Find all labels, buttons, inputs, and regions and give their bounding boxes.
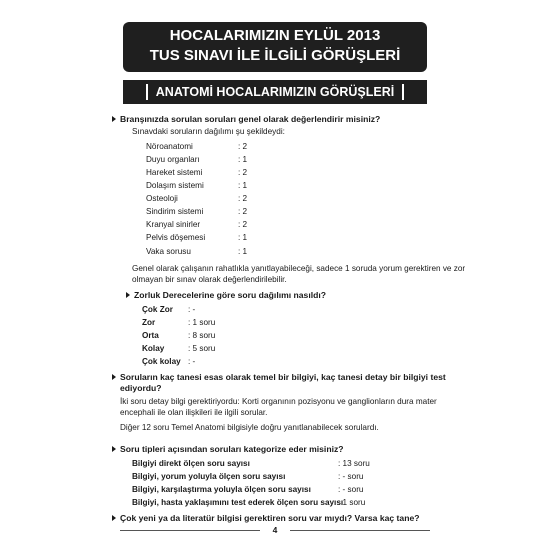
distribution-value: : 2 — [238, 220, 248, 229]
bullet-triangle-icon — [112, 374, 116, 380]
list-item — [142, 357, 196, 367]
footer-divider-right — [290, 530, 430, 531]
question-4 — [112, 444, 344, 455]
list-item — [146, 220, 248, 230]
list-item — [132, 485, 364, 495]
question-5-text: Çok yeni ya da literatür bilgisi gerektiren soru var mıydı? Varsa kaç tane? — [120, 513, 420, 523]
distribution-value: : 2 — [238, 194, 248, 203]
distribution-value: : 1 — [238, 155, 248, 164]
difficulty-label: Kolay — [142, 344, 165, 353]
category-value: : 13 soru — [338, 459, 370, 468]
distribution-label: Hareket sistemi — [146, 168, 203, 177]
list-item — [146, 233, 248, 243]
bullet-triangle-icon — [112, 116, 116, 122]
distribution-label: Dolaşım sistemi — [146, 181, 204, 190]
distribution-label: Pelvis döşemesi — [146, 233, 206, 242]
bullet-triangle-icon — [126, 292, 130, 298]
list-item — [146, 247, 248, 257]
question-1 — [112, 114, 380, 125]
list-item — [132, 498, 366, 508]
difficulty-label: Orta — [142, 331, 159, 340]
list-item — [146, 194, 248, 204]
difficulty-label: Çok Zor — [142, 305, 173, 314]
distribution-label: Nöroanatomi — [146, 142, 193, 151]
distribution-label: Vaka sorusu — [146, 247, 191, 256]
list-item — [146, 168, 248, 178]
difficulty-value: : - — [188, 357, 196, 366]
footer-divider-left — [120, 530, 260, 531]
header-title-line2: TUS SINAVI İLE İLGİLİ GÖRÜŞLERİ — [149, 47, 401, 64]
bullet-triangle-icon — [112, 446, 116, 452]
bullet-triangle-icon — [112, 515, 116, 521]
distribution-value: : 2 — [238, 142, 248, 151]
list-item — [142, 305, 196, 315]
q1-intro: Sınavdaki soruların dağılımı şu şekildeydi: — [132, 127, 285, 136]
difficulty-value: : 8 soru — [188, 331, 216, 340]
q3-answer-line1: İki soru detay bilgi gerektiriyordu: Korti organının pozisyonu ve ganglionların dura mater — [120, 397, 437, 406]
difficulty-label: Zor — [142, 318, 156, 327]
question-4-text: Soru tipleri açısından soruları kategorize eder misiniz? — [120, 444, 344, 454]
q1-comment-line2: olmayan bir sınav olarak değerlendirilebilir. — [132, 275, 287, 284]
distribution-value: : 1 — [238, 247, 248, 256]
distribution-label: Osteoloji — [146, 194, 178, 203]
difficulty-value: : 5 soru — [188, 344, 216, 353]
q3-answer-line2: encephali ile olan ilişkileri ile ilgili sorular. — [120, 408, 268, 417]
document-header — [123, 22, 427, 72]
distribution-value: : 2 — [238, 207, 248, 216]
distribution-label: Duyu organları — [146, 155, 200, 164]
list-item — [146, 155, 248, 165]
difficulty-label: Çok kolay — [142, 357, 181, 366]
q1-comment-line1: Genel olarak çalışanın rahatlıkla yanıtlayabileceği, sadece 1 soruda yorum gerektiren ve zor — [132, 264, 466, 273]
distribution-label: Kranyal sinirler — [146, 220, 201, 229]
category-label: Bilgiyi, yorum yoluyla ölçen soru sayısı — [132, 472, 286, 481]
question-2 — [126, 290, 326, 301]
question-5 — [112, 513, 419, 524]
question-2-text: Zorluk Derecelerine göre soru dağılımı nasıldı? — [134, 290, 326, 300]
difficulty-value: : - — [188, 305, 196, 314]
list-item — [142, 331, 216, 341]
difficulty-value: : 1 soru — [188, 318, 216, 327]
page-number: 4 — [272, 525, 278, 535]
category-label: Bilgiyi, hasta yaklaşımını test ederek ölçen soru sayısı — [132, 498, 344, 507]
list-item — [146, 181, 248, 191]
question-3 — [112, 372, 446, 383]
q3-answer-line3: Diğer 12 soru Temel Anatomi bilgisiyle doğru yanıtlanabilecek sorulardı. — [120, 423, 379, 432]
category-label: Bilgiyi direkt ölçen soru sayısı — [132, 459, 250, 468]
question-3-line1: Soruların kaç tanesi esas olarak temel bir bilgiyi, kaç tanesi detay bir bilgiyi test — [120, 372, 446, 382]
list-item — [146, 142, 248, 152]
distribution-label: Sindirim sistemi — [146, 207, 204, 216]
list-item — [142, 344, 216, 354]
list-item — [132, 459, 370, 469]
list-item — [132, 472, 364, 482]
section-header — [123, 80, 427, 104]
category-value: : - soru — [338, 472, 364, 481]
section-title: ANATOMİ HOCALARIMIZIN GÖRÜŞLERİ — [146, 84, 404, 100]
distribution-value: : 1 — [238, 181, 248, 190]
question-1-text: Branşınızda sorulan soruları genel olarak değerlendirir misiniz? — [120, 114, 381, 124]
distribution-value: : 2 — [238, 168, 248, 177]
category-value: : 1 soru — [338, 498, 366, 507]
category-label: Bilgiyi, karşılaştırma yoluyla ölçen soru sayısı — [132, 485, 311, 494]
header-title-line1: HOCALARIMIZIN EYLÜL 2013 — [169, 27, 381, 44]
list-item — [146, 207, 248, 217]
distribution-value: : 1 — [238, 233, 248, 242]
question-3-line2: ediyordu? — [120, 383, 162, 393]
category-value: : - soru — [338, 485, 364, 494]
list-item — [142, 318, 216, 328]
